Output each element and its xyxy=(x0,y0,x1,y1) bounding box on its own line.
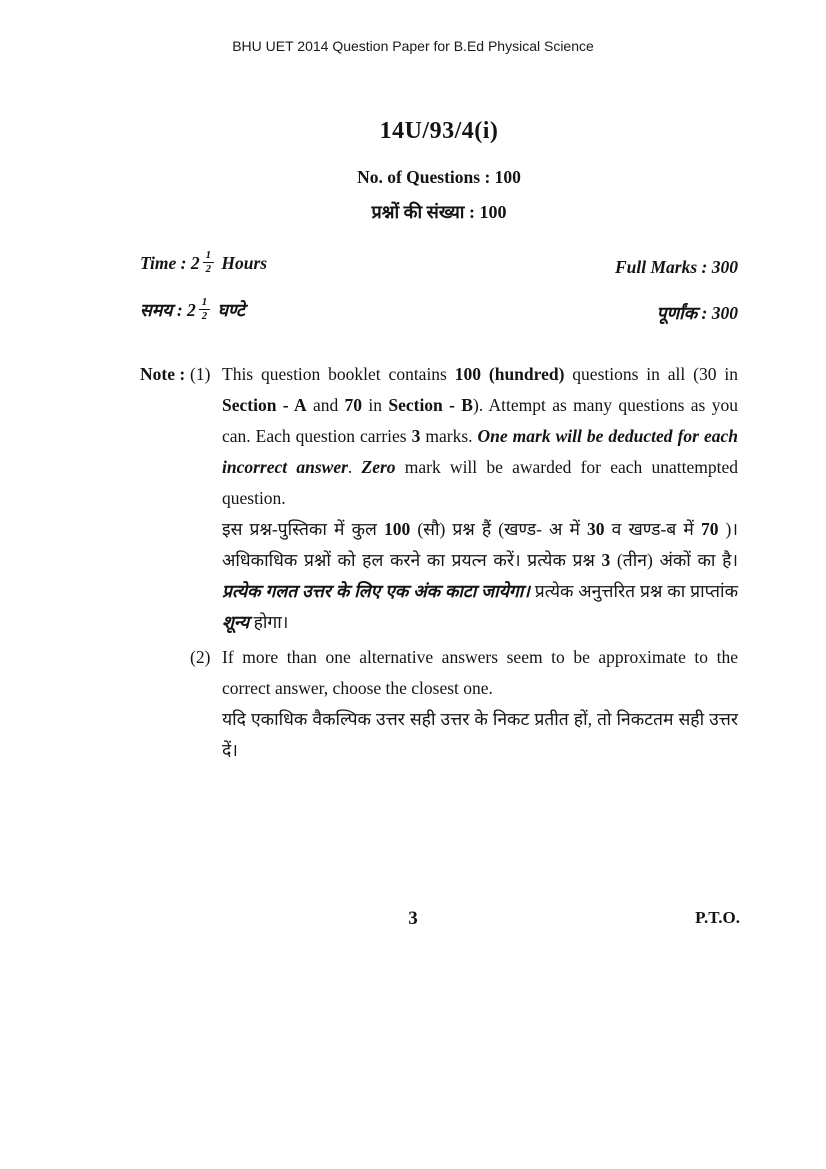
num-questions-english: No. of Questions : 100 xyxy=(357,167,521,187)
time-marks-row-hindi xyxy=(140,295,738,325)
note-item-2 xyxy=(190,642,738,766)
page-number: 3 xyxy=(408,908,418,929)
fraction-numerator: 1 xyxy=(203,250,214,263)
fraction-one-half xyxy=(199,297,210,323)
note-body xyxy=(222,359,738,638)
page-content xyxy=(140,118,738,766)
num-questions-hindi: प्रश्नों की संख्या : 100 xyxy=(371,202,507,222)
time-marks-row-english xyxy=(140,249,738,278)
time-prefix: Time : 2 xyxy=(140,252,200,273)
note-items xyxy=(190,359,738,766)
time-label-english xyxy=(140,249,268,278)
document-header: BHU UET 2014 Question Paper for B.Ed Physical Science xyxy=(232,38,594,54)
fraction-numerator: 1 xyxy=(199,297,210,310)
fraction-one-half xyxy=(203,250,214,276)
note-item-1 xyxy=(190,359,738,638)
pto-label: P.T.O. xyxy=(695,908,740,927)
full-marks-hindi: पूर्णांक : 300 xyxy=(656,302,738,323)
paper-code: 14U/93/4(i) xyxy=(379,118,499,144)
note-number: (2) xyxy=(190,646,211,667)
time-label-hindi xyxy=(140,295,245,325)
time-suffix: Hours xyxy=(217,252,268,273)
fraction-denominator: 2 xyxy=(201,310,208,323)
note-2-hindi-text: यदि एकाधिक वैकल्पिक उत्तर सही उत्तर के निकट प्रतीत हों, तो निकटतम सही उत्तर दें। xyxy=(222,708,738,760)
fraction-denominator: 2 xyxy=(205,263,212,276)
notes-section xyxy=(140,359,738,766)
time-suffix-hindi: घण्टे xyxy=(213,299,245,320)
note-1-hindi-text: इस प्रश्न-पुस्तिका में कुल 100 (सौ) प्रश्न हैं (खण्ड- अ में 30 व खण्ड-ब में 70 )। अधिकाधिक प्रश्नों को हल करने का प्रयत्न करें। प्रत्येक प्रश्न 3 (तीन) अंकों का है। प्रत्येक गलत उत्तर के लिए एक अंक काटा जायेगा। प्रत्येक अनुत्तरित प्रश्न का प्राप्तांक शून्य होगा। xyxy=(222,518,739,632)
note-body xyxy=(222,642,738,766)
note-label: Note : xyxy=(140,363,186,384)
note-1-english-text: This question booklet contains 100 (hundred) questions in all (30 in Section - A and 70 in Section - B). Attempt as many questions as you can. Each question carries 3 marks. One mark will be deducted for each incorrect answer. Zero mark will be awarded for each unattempted question. xyxy=(222,363,738,508)
note-number: (1) xyxy=(190,363,211,384)
time-prefix-hindi: समय : 2 xyxy=(140,299,196,320)
note-2-english-text: If more than one alternative answers seem to be approximate to the correct answer, choose the closest one. xyxy=(222,646,738,698)
full-marks-english: Full Marks : 300 xyxy=(614,256,738,277)
